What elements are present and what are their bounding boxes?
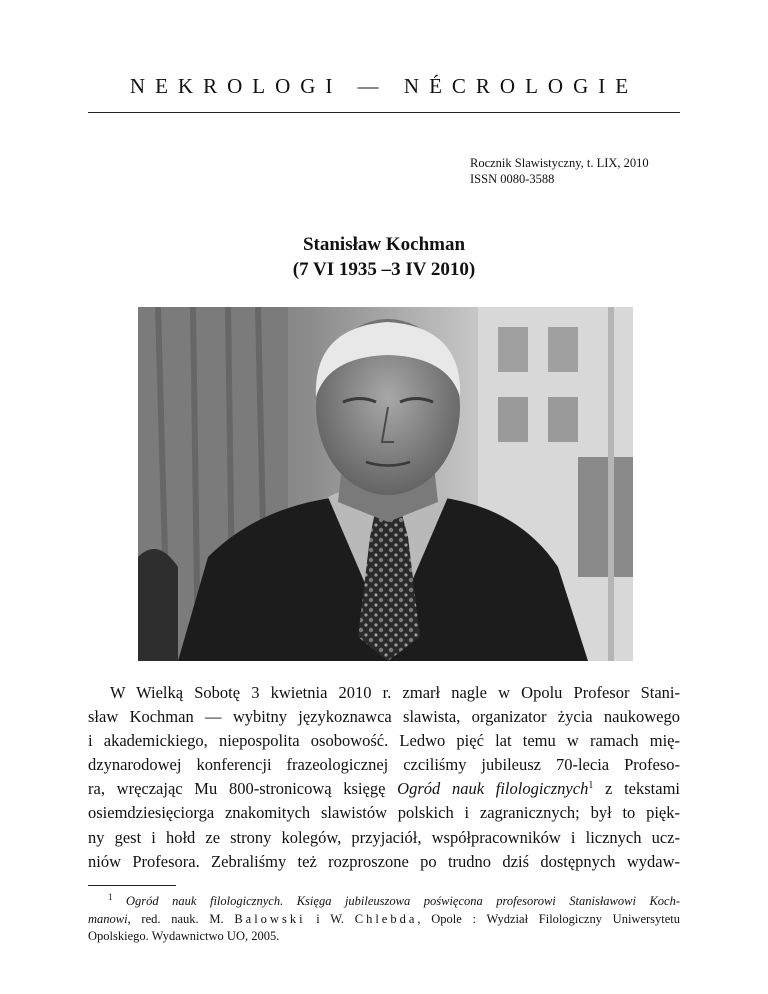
footnote-line xyxy=(88,911,680,929)
footnote-marker: 1 xyxy=(108,892,113,902)
journal-info xyxy=(470,155,649,187)
life-dates: (7 VI 1935 –3 IV 2010) xyxy=(292,259,476,280)
footnote-text: i W. xyxy=(305,911,355,926)
footnote-text: , red. nauk. M. xyxy=(127,911,235,926)
body-line: W Wielką Sobotę 3 kwietnia 2010 r. zmarł nagle w Opolu Profesor Stani- xyxy=(110,683,680,702)
footnote-rule xyxy=(88,885,176,886)
footnote-reference: 1 xyxy=(588,780,594,792)
section-title: NEKROLOGI — NÉCROLOGIE xyxy=(129,74,639,98)
body-line: dzynarodowej konferencji frazeologicznej czciliśmy jubileusz 70-lecia Profeso- xyxy=(88,755,680,775)
footnote-title-end: manowi xyxy=(88,911,128,926)
article-body xyxy=(88,681,680,874)
person-name: Stanisław Kochman xyxy=(302,234,466,255)
body-line: osiemdziesięciorga znakomitych slawistów polskich i zagranicznych; był to pięk- xyxy=(88,803,680,823)
body-text-fragment: ra, wręczając Mu 800-stronicową księgę xyxy=(88,779,398,799)
article-title xyxy=(88,232,680,282)
journal-citation: Rocznik Slawistyczny, t. LIX, 2010 xyxy=(470,156,649,170)
footnote-line: Opolskiego. Wydawnictwo UO, 2005. xyxy=(88,929,280,943)
journal-issn: ISSN 0080-3588 xyxy=(470,172,555,186)
portrait-photo xyxy=(138,307,633,661)
body-line: i akademickiego, niepospolita osobowość. Ledwo pięć lat temu w ramach mię- xyxy=(88,731,680,751)
editor-name: Balowski xyxy=(234,911,306,926)
body-text-fragment: z tekstami xyxy=(593,779,680,799)
editor-name: Chlebda xyxy=(354,911,418,926)
footnote-text: , Opole : Wydział Filologiczny Uniwersytetu xyxy=(417,911,681,926)
header-rule xyxy=(88,112,680,113)
body-line xyxy=(88,777,680,801)
footnote-line xyxy=(88,893,680,911)
body-line: ny gest i hołd ze strony kolegów, przyjaciół, współpracowników i licznych ucz- xyxy=(88,827,680,847)
body-line: niów Profesora. Zebraliśmy też rozproszone po trudno dziś dostępnych wydaw- xyxy=(88,851,680,871)
body-line: sław Kochman — wybitny językoznawca slawista, organizator życia naukowego xyxy=(88,707,680,727)
book-title: Ogród nauk filologicznych xyxy=(397,779,589,799)
footnote xyxy=(88,893,680,946)
portrait-image xyxy=(138,307,633,661)
footnote-title: Ogród nauk filologicznych. Księga jubileuszowa poświęcona profesorowi Stanisławowi Koch- xyxy=(126,894,680,908)
